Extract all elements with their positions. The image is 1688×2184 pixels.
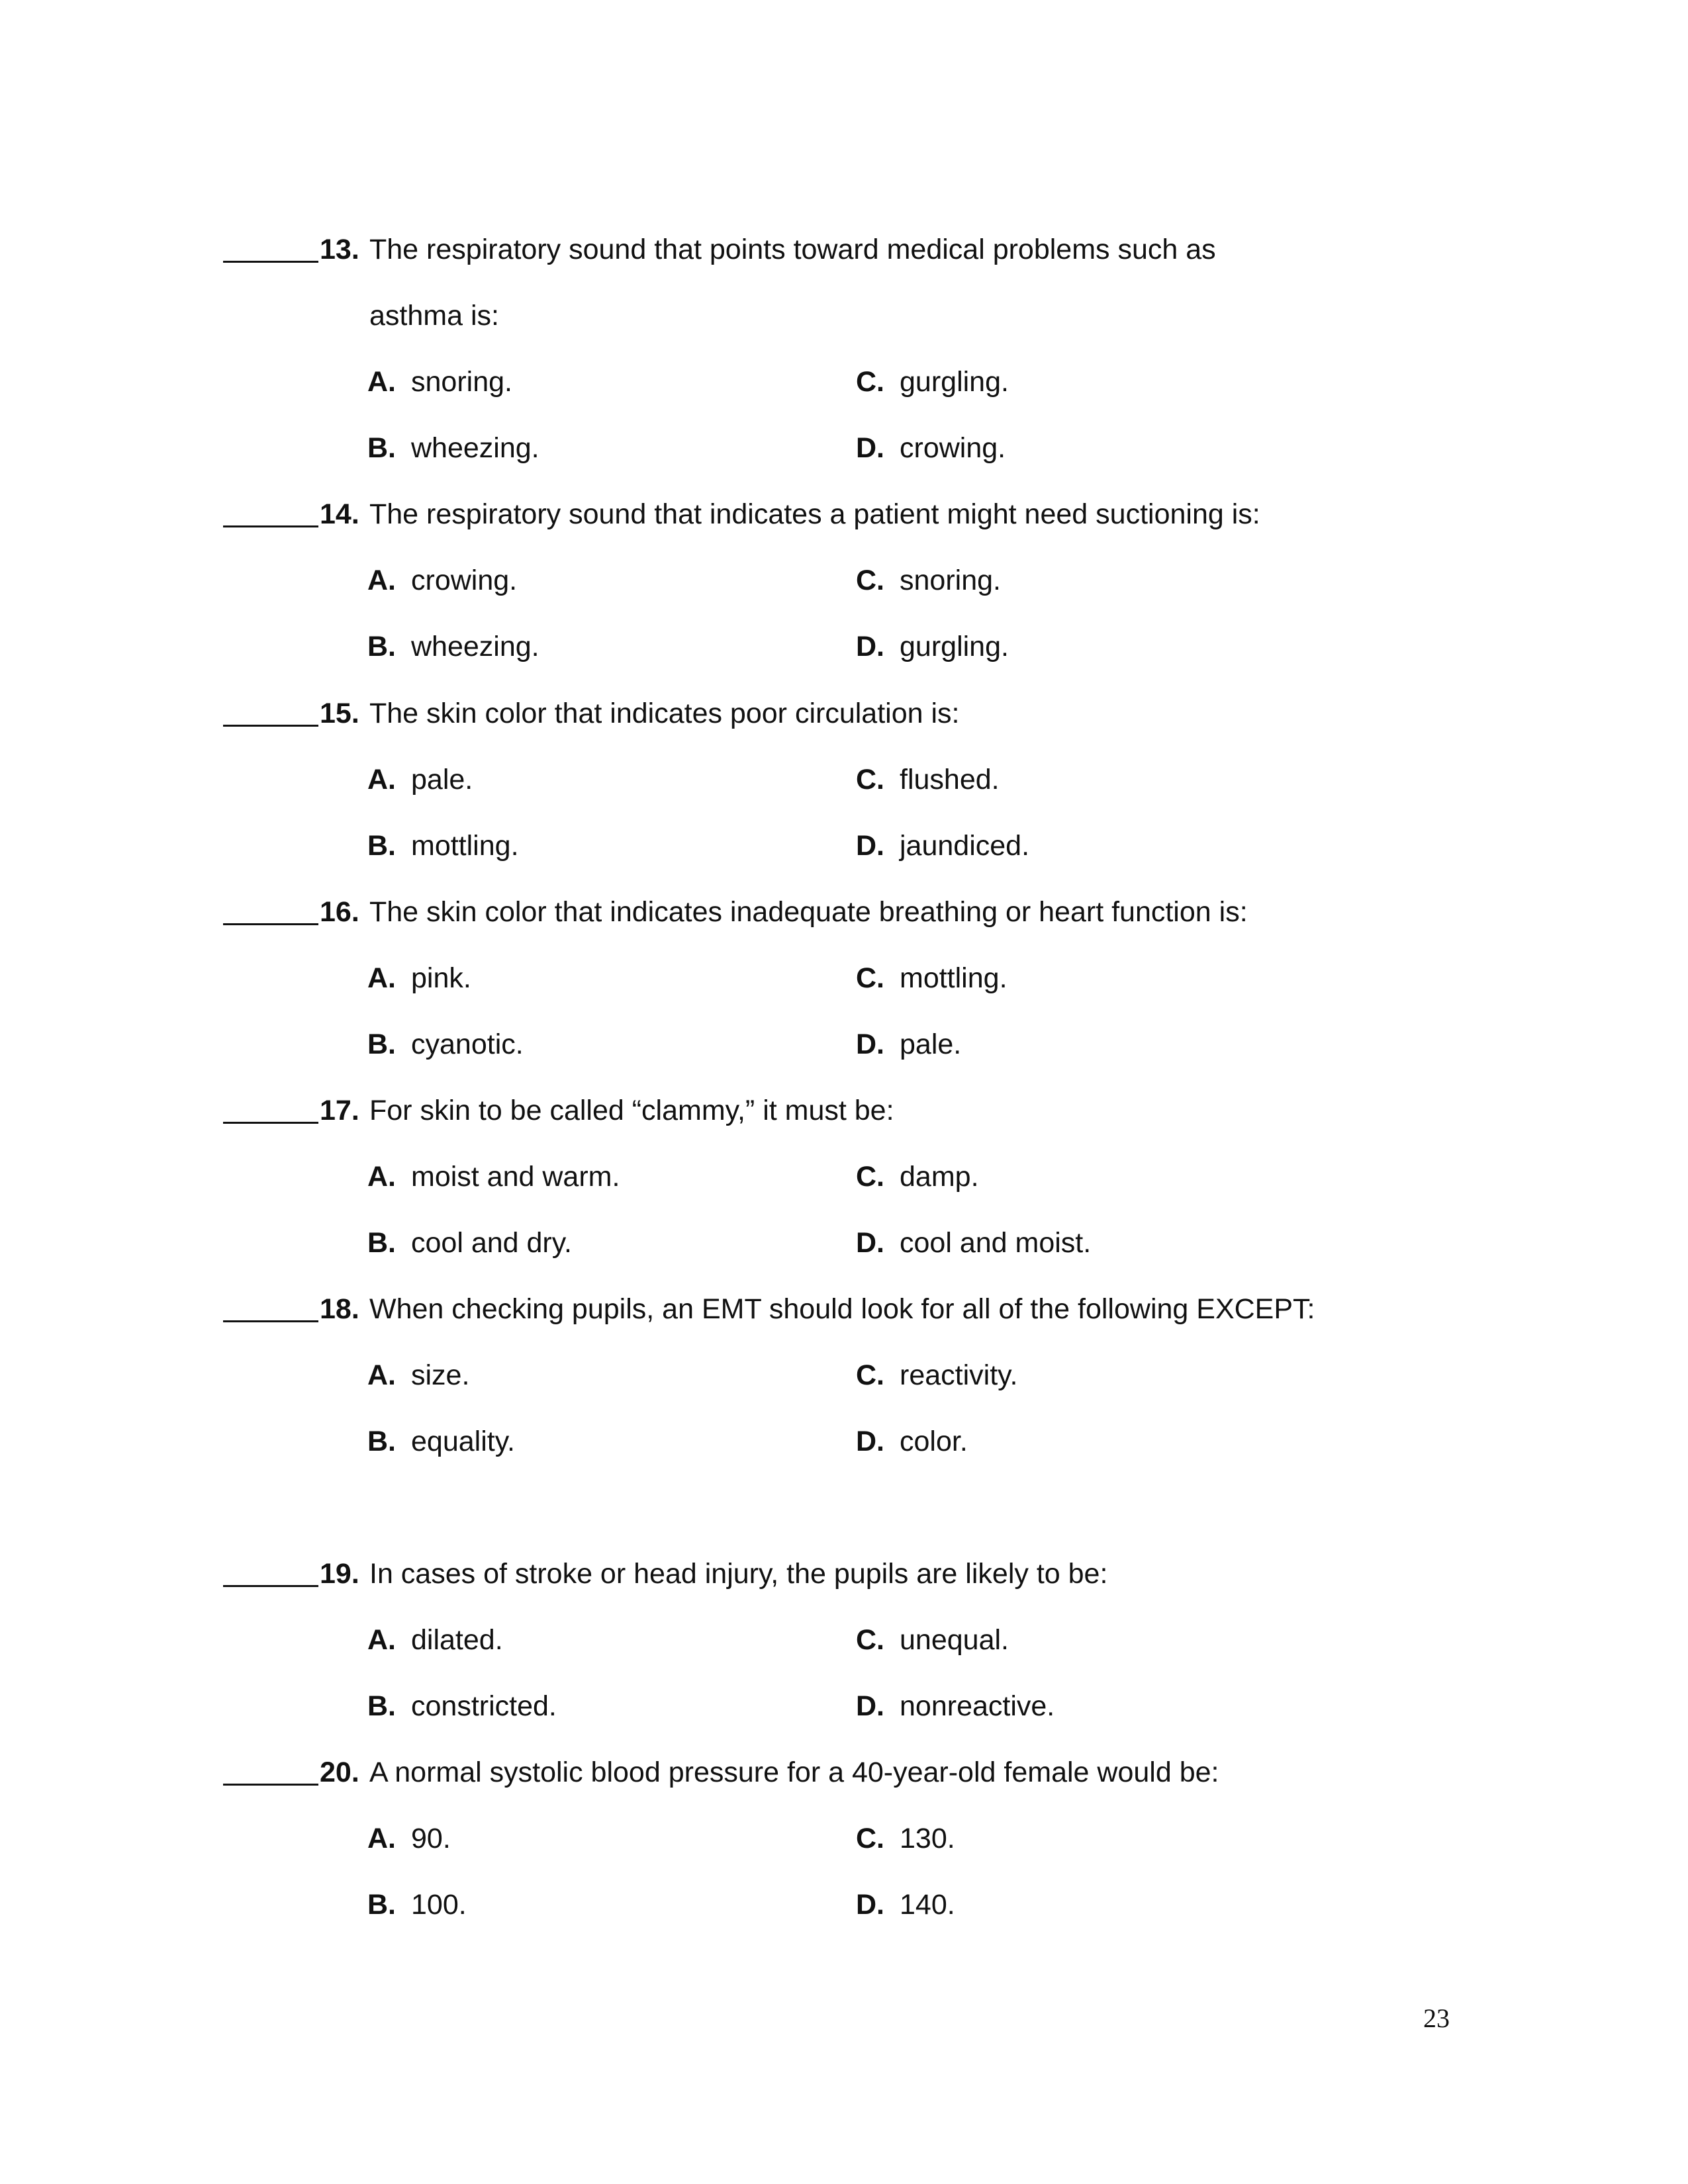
option-text: 100. [411, 1889, 467, 1921]
option-a [367, 547, 517, 614]
option-c [856, 547, 1001, 614]
option-c [856, 1607, 1009, 1673]
question-text: For skin to be called “clammy,” it must be: [369, 1095, 894, 1126]
option-letter: C. [856, 1359, 884, 1391]
answer-blank[interactable] [223, 1276, 318, 1342]
option-letter: B. [367, 1690, 396, 1722]
option-letter: B. [367, 1426, 396, 1457]
option-text: unequal. [900, 1624, 1009, 1656]
answer-blank[interactable] [223, 1541, 318, 1607]
option-text: cool and dry. [411, 1227, 573, 1259]
option-text: crowing. [411, 565, 518, 596]
option-text: pale. [900, 1028, 962, 1060]
option-letter: B. [367, 1889, 396, 1921]
answer-blank[interactable] [223, 879, 318, 945]
option-letter: A. [367, 1823, 396, 1854]
option-text: 140. [900, 1889, 955, 1921]
option-letter: D. [856, 432, 884, 464]
option-d [856, 1011, 961, 1077]
option-c [856, 945, 1008, 1011]
option-letter: C. [856, 565, 884, 596]
option-a [367, 1805, 451, 1872]
option-b [367, 1210, 572, 1276]
question-number: 16. [320, 896, 359, 928]
question-text: A normal systolic blood pressure for a 40-year-old female would be: [369, 1756, 1219, 1788]
answer-blank[interactable] [223, 481, 318, 547]
option-text: jaundiced. [900, 830, 1030, 862]
option-text: crowing. [900, 432, 1006, 464]
option-c [856, 1805, 955, 1872]
question-text: The respiratory sound that indicates a patient might need suctioning is: [369, 498, 1260, 530]
option-letter: D. [856, 1889, 884, 1921]
option-text: mottling. [411, 830, 519, 862]
option-a [367, 1342, 469, 1408]
question-text: The skin color that indicates inadequate breathing or heart function is: [369, 896, 1248, 928]
option-letter: D. [856, 830, 884, 862]
option-text: dilated. [411, 1624, 503, 1656]
option-text: pink. [411, 962, 471, 994]
option-d [856, 415, 1006, 481]
option-c [856, 1144, 979, 1210]
question-number: 13. [320, 234, 359, 265]
option-text: moist and warm. [411, 1161, 620, 1193]
option-letter: D. [856, 1028, 884, 1060]
option-letter: D. [856, 1227, 884, 1259]
question-number: 19. [320, 1558, 359, 1590]
option-c [856, 747, 1000, 813]
option-text: 130. [900, 1823, 955, 1854]
option-letter: C. [856, 1823, 884, 1854]
option-a [367, 945, 471, 1011]
option-b [367, 614, 539, 680]
option-a [367, 349, 512, 415]
option-letter: D. [856, 631, 884, 662]
option-d [856, 1872, 955, 1938]
question-text: The respiratory sound that points toward medical problems such as [369, 234, 1216, 265]
option-a [367, 1607, 503, 1673]
option-letter: C. [856, 962, 884, 994]
answer-blank[interactable] [223, 216, 318, 283]
option-text: flushed. [900, 764, 1000, 796]
option-text: wheezing. [411, 432, 539, 464]
option-letter: A. [367, 764, 396, 796]
option-letter: A. [367, 962, 396, 994]
option-text: wheezing. [411, 631, 539, 662]
option-text: mottling. [900, 962, 1008, 994]
question-number: 18. [320, 1293, 359, 1325]
option-text: pale. [411, 764, 473, 796]
option-c [856, 1342, 1017, 1408]
option-b [367, 1673, 557, 1739]
option-b [367, 1408, 515, 1475]
option-b [367, 1011, 524, 1077]
option-letter: D. [856, 1426, 884, 1457]
option-d [856, 1408, 968, 1475]
option-d [856, 614, 1009, 680]
option-b [367, 415, 539, 481]
option-letter: D. [856, 1690, 884, 1722]
option-text: gurgling. [900, 631, 1009, 662]
option-letter: B. [367, 432, 396, 464]
answer-blank[interactable] [223, 680, 318, 747]
option-c [856, 349, 1009, 415]
answer-blank[interactable] [223, 1077, 318, 1144]
option-text: cyanotic. [411, 1028, 524, 1060]
option-letter: C. [856, 764, 884, 796]
option-text: equality. [411, 1426, 515, 1457]
question-text: In cases of stroke or head injury, the pupils are likely to be: [369, 1558, 1108, 1590]
option-letter: B. [367, 1028, 396, 1060]
option-text: snoring. [411, 366, 512, 398]
option-text: color. [900, 1426, 968, 1457]
option-text: gurgling. [900, 366, 1009, 398]
option-text: size. [411, 1359, 470, 1391]
option-a [367, 1144, 620, 1210]
option-letter: A. [367, 366, 396, 398]
option-letter: A. [367, 1624, 396, 1656]
page-number: 23 [1423, 2003, 1450, 2033]
option-letter: B. [367, 631, 396, 662]
option-letter: A. [367, 1161, 396, 1193]
option-text: cool and moist. [900, 1227, 1092, 1259]
question-text: When checking pupils, an EMT should look for all of the following EXCEPT: [369, 1293, 1315, 1325]
question-number: 14. [320, 498, 359, 530]
option-letter: C. [856, 366, 884, 398]
option-letter: A. [367, 1359, 396, 1391]
option-b [367, 813, 519, 879]
question-text-continued: asthma is: [369, 300, 499, 332]
question-number: 17. [320, 1095, 359, 1126]
answer-blank[interactable] [223, 1739, 318, 1805]
option-d [856, 1673, 1055, 1739]
option-text: reactivity. [900, 1359, 1018, 1391]
option-b [367, 1872, 467, 1938]
option-text: nonreactive. [900, 1690, 1055, 1722]
option-letter: A. [367, 565, 396, 596]
question-number: 20. [320, 1756, 359, 1788]
option-letter: B. [367, 1227, 396, 1259]
option-d [856, 813, 1029, 879]
option-text: snoring. [900, 565, 1001, 596]
option-text: constricted. [411, 1690, 557, 1722]
option-letter: B. [367, 830, 396, 862]
option-d [856, 1210, 1091, 1276]
question-number: 15. [320, 698, 359, 729]
option-text: 90. [411, 1823, 451, 1854]
question-text: The skin color that indicates poor circulation is: [369, 698, 960, 729]
option-letter: C. [856, 1624, 884, 1656]
option-a [367, 747, 473, 813]
option-letter: C. [856, 1161, 884, 1193]
option-text: damp. [900, 1161, 979, 1193]
